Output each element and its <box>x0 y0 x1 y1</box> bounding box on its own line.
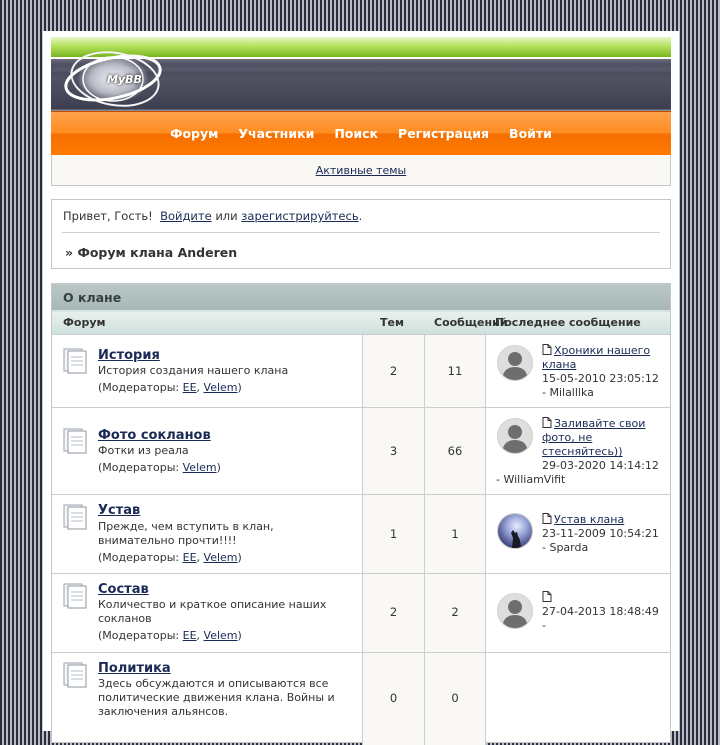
posts-cell <box>424 335 485 408</box>
avatar[interactable] <box>497 345 533 381</box>
last-post-author[interactable]: - WilliamVifit <box>496 473 566 486</box>
sub-nav <box>51 155 671 186</box>
forum-icon <box>63 583 87 609</box>
forum-title[interactable]: Устав <box>98 503 141 518</box>
forum-title[interactable]: Фото сокланов <box>98 428 211 443</box>
topics-cell <box>362 653 424 745</box>
last-post-cell <box>485 574 671 653</box>
topics-cell <box>362 495 424 574</box>
header-forum: Форум <box>63 316 106 329</box>
last-post-cell <box>485 495 671 574</box>
topics-count: 2 <box>389 605 398 619</box>
greeting-text: Привет, Гость! <box>63 209 153 223</box>
last-post-date: 27-04-2013 18:48:49 <box>542 605 659 618</box>
forum-icon <box>63 348 87 374</box>
topics-count: 1 <box>389 527 398 541</box>
forum-row <box>52 334 670 408</box>
moderators-label: Модераторы: <box>102 381 180 394</box>
last-post-date: 23-11-2009 10:54:21 <box>542 527 659 540</box>
header-posts: Сообщений <box>434 316 508 329</box>
last-post-title <box>542 344 667 372</box>
forum-title[interactable]: Политика <box>98 661 171 676</box>
forum-row <box>52 494 670 574</box>
posts-cell <box>424 574 485 653</box>
header-banner <box>51 37 671 113</box>
category-header[interactable] <box>52 284 670 312</box>
nav-search[interactable]: Поиск <box>334 126 379 141</box>
moderator-link[interactable]: EE <box>182 551 197 564</box>
forum-row <box>52 573 670 653</box>
topics-count: 2 <box>389 364 398 378</box>
last-post-date: 15-05-2010 23:05:12 <box>542 372 659 385</box>
nav-register[interactable]: Регистрация <box>398 126 490 141</box>
comma: , <box>196 381 204 394</box>
welcome-box <box>51 199 671 269</box>
or-text: или <box>215 209 238 223</box>
last-post-author[interactable]: - Sparda <box>542 541 589 554</box>
moderators-label: Модераторы: <box>102 551 180 564</box>
forum-title[interactable]: Состав <box>98 582 149 597</box>
login-link[interactable]: Войдите <box>160 209 212 223</box>
forum-moderators: (Модераторы: EE, Velem) <box>98 551 242 564</box>
topics-count: 3 <box>389 444 398 458</box>
forum-moderators: (Модераторы: EE, Velem) <box>98 381 242 394</box>
nav-login[interactable]: Войти <box>509 126 552 141</box>
register-link[interactable]: зарегистрируйтесь <box>241 209 359 223</box>
last-post-title <box>542 513 667 527</box>
document-icon <box>542 344 552 355</box>
breadcrumb <box>65 245 237 260</box>
active-topics-link[interactable]: Активные темы <box>315 163 407 177</box>
last-post-link[interactable]: Хроники нашего клана <box>542 344 651 371</box>
main-nav <box>51 111 671 155</box>
last-post-link[interactable]: Заливайте свои фото, не стесняйтесь)) <box>542 417 646 458</box>
forum-description: Здесь обсуждаются и описываются все политические движения клана. Войны и заключения альянсов. <box>98 677 335 718</box>
moderator-link[interactable]: Velem <box>203 551 238 564</box>
posts-count: 1 <box>451 527 459 541</box>
forum-icon <box>63 504 87 530</box>
forum-title[interactable]: История <box>98 348 160 363</box>
forum-description: Фотки из реала <box>98 444 189 457</box>
forum-icon <box>63 662 87 688</box>
header-last-post: Последнее сообщение <box>495 316 641 329</box>
last-post-cell <box>485 335 671 408</box>
topics-cell <box>362 335 424 408</box>
posts-cell <box>424 408 485 495</box>
forum-row <box>52 652 670 745</box>
last-post-author: - <box>542 619 546 632</box>
last-post-link[interactable]: Устав клана <box>554 513 625 526</box>
category-title: О клане <box>63 290 122 305</box>
last-post-date: 29-03-2020 14:14:12 <box>542 459 659 472</box>
moderator-link[interactable]: Velem <box>182 461 217 474</box>
document-icon <box>542 417 552 428</box>
posts-count: 11 <box>447 364 463 378</box>
document-icon[interactable] <box>542 591 552 602</box>
moderator-link[interactable]: EE <box>182 381 197 394</box>
last-post-cell <box>485 653 671 745</box>
moderator-link[interactable]: Velem <box>203 629 238 642</box>
moderator-link[interactable]: Velem <box>203 381 238 394</box>
page-container <box>42 31 680 731</box>
forum-row <box>52 407 670 495</box>
document-icon <box>542 513 552 524</box>
posts-count: 0 <box>451 691 459 705</box>
welcome-line <box>63 209 362 223</box>
moderators-label: Модераторы: <box>102 629 180 642</box>
forum-moderators: (Модераторы: EE, Velem) <box>98 629 242 642</box>
nav-forum[interactable]: Форум <box>170 126 219 141</box>
last-post-title <box>542 417 667 459</box>
last-post-title <box>542 591 667 605</box>
posts-cell <box>424 495 485 574</box>
moderators-label: Модераторы: <box>102 461 180 474</box>
period-text: . <box>358 209 363 223</box>
last-post-cell <box>485 408 671 495</box>
posts-count: 2 <box>451 605 459 619</box>
breadcrumb-arrow: » <box>65 245 74 260</box>
nav-members[interactable]: Участники <box>238 126 315 141</box>
forum-moderators: (Модераторы: Velem) <box>98 461 221 474</box>
forum-icon <box>63 428 87 454</box>
avatar[interactable] <box>497 418 533 454</box>
comma: , <box>196 629 204 642</box>
avatar[interactable] <box>497 593 533 629</box>
divider <box>62 232 660 233</box>
moderator-link[interactable]: EE <box>182 629 197 642</box>
forum-description: Прежде, чем вступить в клан, внимательно прочти!!!! <box>98 520 274 547</box>
forum-description: История создания нашего клана <box>98 364 289 377</box>
table-header <box>52 312 670 334</box>
last-post-author[interactable]: - Milalllka <box>542 386 594 399</box>
posts-count: 66 <box>447 444 463 458</box>
posts-cell <box>424 653 485 745</box>
breadcrumb-title: Форум клана Anderen <box>77 245 238 260</box>
forum-table <box>51 283 671 743</box>
topics-cell <box>362 574 424 653</box>
topics-cell <box>362 408 424 495</box>
logo-text: MyBB <box>107 73 142 86</box>
mybb-logo[interactable] <box>63 43 175 109</box>
comma: , <box>196 551 204 564</box>
header-topics: Тем <box>380 316 404 329</box>
avatar[interactable] <box>497 513 533 549</box>
topics-count: 0 <box>389 691 398 705</box>
forum-description: Количество и краткое описание наших сокланов <box>98 598 327 625</box>
wolf-avatar-icon <box>498 514 532 548</box>
